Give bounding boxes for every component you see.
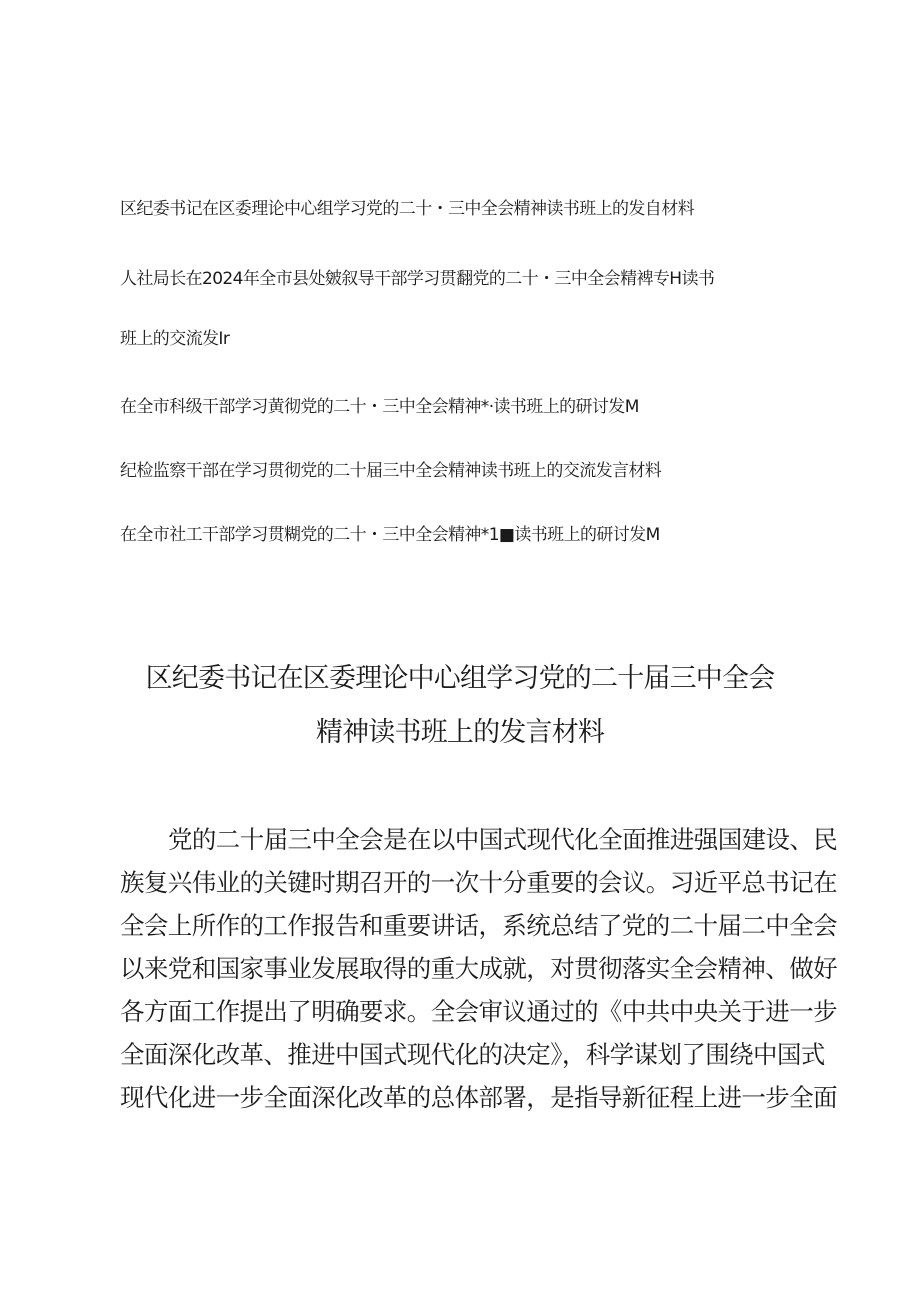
toc-item[interactable]: 在全市科级干部学习黄彻党的二十・三中全会精神*·读书班上的研讨发M bbox=[120, 397, 639, 417]
toc-item[interactable]: 区纪委书记在区委理论中心组学习党的二十・三中全会精神读书班上的发自材料 bbox=[120, 199, 694, 219]
document-title-line-1: 区纪委书记在区委理论中心组学习党的二十届三中全会 bbox=[145, 663, 775, 694]
paragraph-line: 党的二十届三中全会是在以中国式现代化全面推进强国建设、民 bbox=[168, 825, 838, 854]
paragraph-line: 以来党和国家事业发展取得的重大成就，对贯彻落实全会精神、做好 bbox=[120, 954, 837, 983]
paragraph-line: 全会上所作的工作报告和重要讲话，系统总结了党的二十届二中全会 bbox=[120, 911, 837, 940]
document-title-line-2: 精神读书班上的发言材料 bbox=[315, 717, 605, 748]
paragraph-line: 各方面工作提出了明确要求。全会审议通过的《中共中央关于进一步 bbox=[120, 997, 837, 1026]
paragraph-line: 全面深化改革、推进中国式现代化的决定》，科学谋划了围绕中国式 bbox=[120, 1040, 825, 1069]
paragraph-line: 族复兴伟业的关键时期召开的一次十分重要的会议。习近平总书记在 bbox=[120, 868, 837, 897]
toc-item[interactable]: 纪检监察干部在学习贯彻党的二十届三中全会精神读书班上的交流发言材料 bbox=[120, 461, 662, 481]
toc-item[interactable]: 在全市社工干部学习贯糊党的二十・三中全会精神*1■读书班上的研讨发M bbox=[120, 525, 660, 545]
document-title bbox=[100, 652, 820, 760]
toc-item[interactable]: 人社局长在2024年全市县处皴叙导干部学习贯翻党的二十・三中全会精裨专H读书 bbox=[120, 269, 715, 289]
paragraph-line: 现代化进一步全面深化改革的总体部署，是指导新征程上进一步全面 bbox=[120, 1083, 837, 1112]
body-paragraph bbox=[120, 818, 838, 1119]
toc-item-continuation[interactable]: 班上的交流发Ir bbox=[120, 329, 230, 349]
